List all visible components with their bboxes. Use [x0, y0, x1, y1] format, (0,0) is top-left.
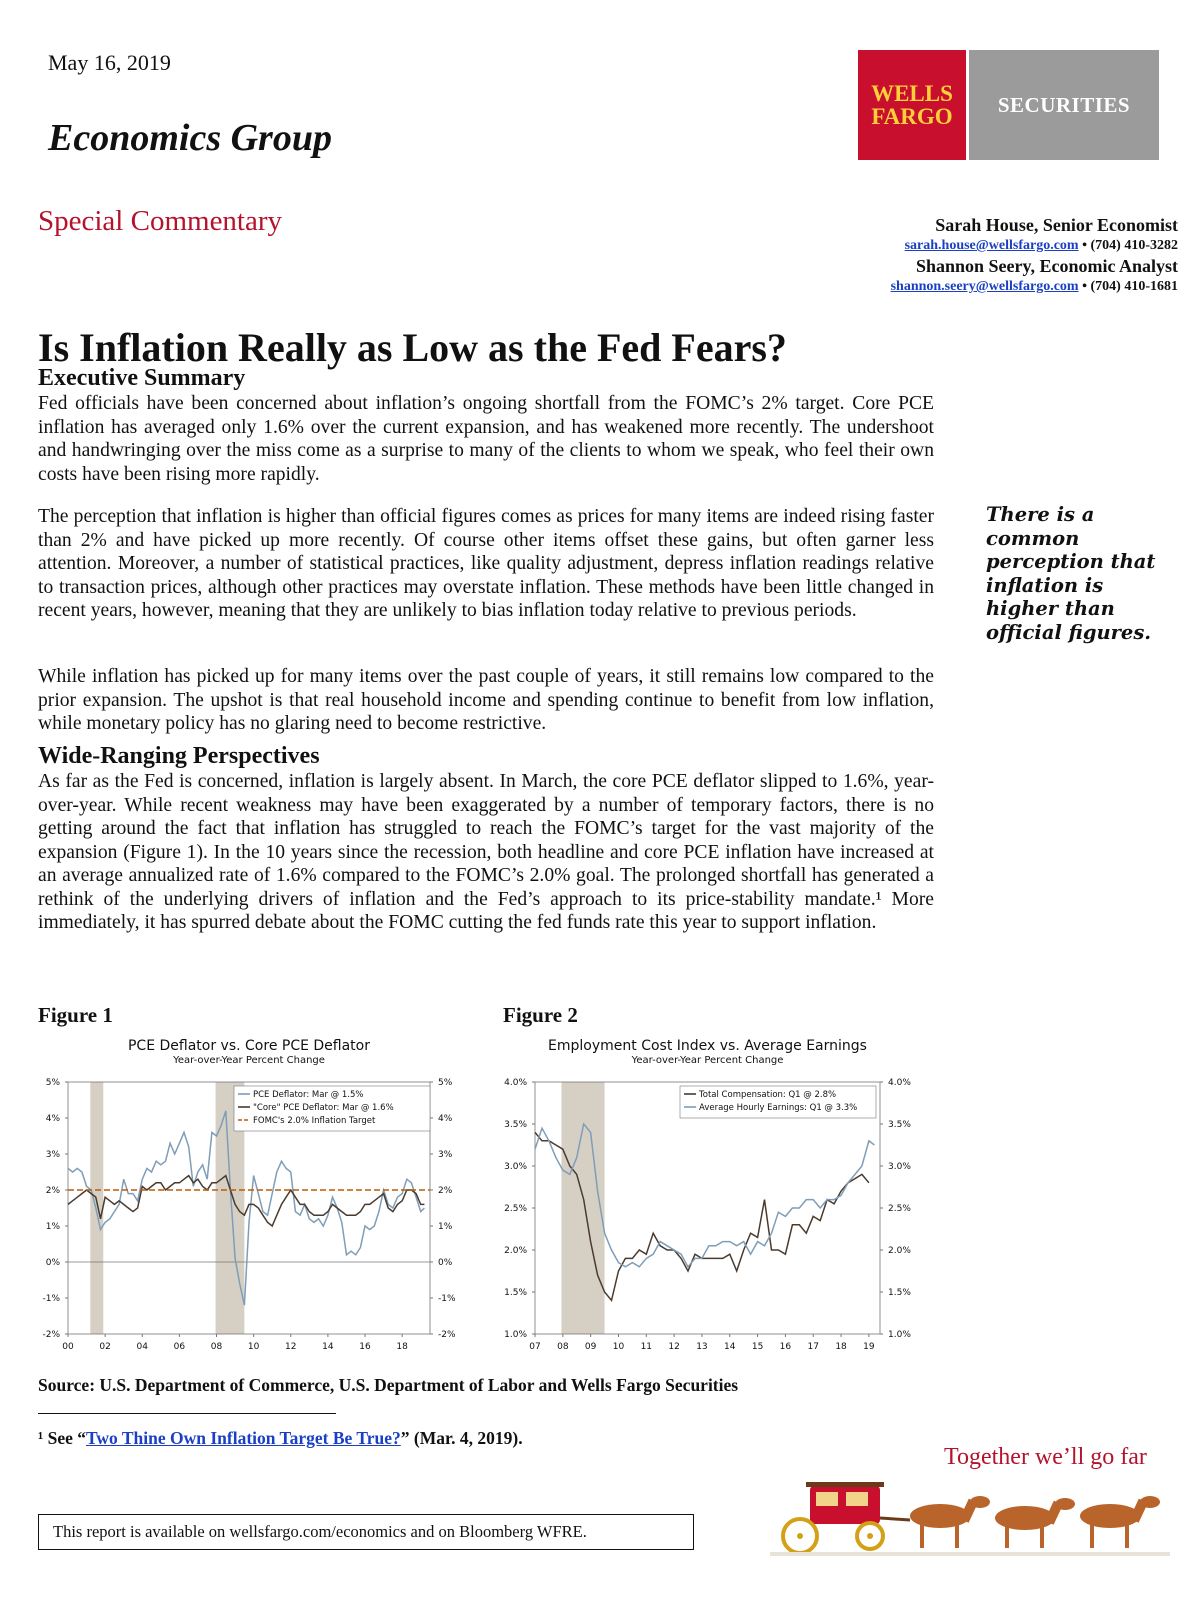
footnote [38, 1428, 523, 1449]
y-tick-label: 0% [45, 1258, 60, 1268]
x-tick-label: 06 [173, 1342, 186, 1352]
legend-label: "Core" PCE Deflator: Mar @ 1.6% [253, 1103, 394, 1113]
x-tick-label: 16 [359, 1342, 371, 1352]
x-tick-label: 18 [396, 1342, 408, 1352]
legend-label: Average Hourly Earnings: Q1 @ 3.3% [699, 1103, 858, 1113]
y-tick-label-right: 4% [438, 1114, 453, 1124]
x-tick-label: 18 [835, 1342, 847, 1352]
section-heading: Wide-Ranging Perspectives [38, 743, 320, 769]
y-tick-label-right: 1.5% [888, 1288, 911, 1298]
y-tick-label-right: 1.0% [888, 1330, 911, 1340]
x-tick-label: 11 [640, 1342, 653, 1352]
y-tick-label: 2.0% [504, 1246, 527, 1256]
x-tick-label: 08 [210, 1342, 223, 1352]
x-tick-label: 12 [285, 1342, 297, 1352]
y-tick-label-right: 2.0% [888, 1246, 911, 1256]
author-email-link[interactable]: shannon.seery@wellsfargo.com [890, 279, 1079, 294]
recession-bar [561, 1082, 604, 1334]
x-tick-label: 10 [247, 1342, 260, 1352]
executive-summary [38, 365, 934, 486]
author-contact: sarah.house@wellsfargo.com • (704) 410-3282 [904, 238, 1178, 253]
author-name: Sarah House, Senior Economist [935, 215, 1178, 235]
figure-1-chart [30, 1030, 475, 1365]
section-heading: Executive Summary [38, 365, 246, 391]
y-tick-label-right: 2% [438, 1186, 453, 1196]
series-line [68, 1111, 424, 1305]
y-tick-label: 5% [45, 1078, 60, 1088]
chart-title: PCE Deflator vs. Core PCE Deflator [127, 1038, 371, 1054]
footnote-divider [38, 1413, 336, 1414]
y-tick-label-right: 5% [438, 1078, 453, 1088]
section-label: Special Commentary [38, 205, 283, 237]
chart-title: Employment Cost Index vs. Average Earnings [548, 1038, 867, 1054]
figure-2-label: Figure 2 [503, 1003, 578, 1027]
report-title: Is Inflation Really as Low as the Fed Fears? [38, 325, 787, 370]
y-tick-label-right: 3% [438, 1150, 453, 1160]
footnote-rest: ” (Mar. 4, 2019). [400, 1428, 523, 1448]
y-tick-label-right: 0% [438, 1258, 453, 1268]
author-block [891, 214, 1178, 296]
paragraph: While inflation has picked up for many items over the past couple of years, it still remains low compared to the prior expansion. The upshot is that real household income and spending continue to benefit from low inflation, while monetary policy has no glaring need to become restrictive. [38, 666, 934, 734]
y-tick-label: 1% [45, 1222, 60, 1232]
x-tick-label: 14 [322, 1342, 334, 1352]
y-tick-label: -2% [42, 1330, 60, 1340]
x-tick-label: 10 [612, 1342, 625, 1352]
x-tick-label: 15 [751, 1342, 764, 1352]
paragraph: As far as the Fed is concerned, inflation is largely absent. In March, the core PCE deflator slipped to 1.6%, year-over-year. While recent weakness may have been exaggerated by a number of temporary factors, there is no getting around the fact that inflation has struggled to reach the FOMC’s target for the vast majority of the expansion (Figure 1). In the 10 years since the recession, both headline and core PCE inflation have increased at an average annualized rate of 1.6% compared to the FOMC’s 2.0% goal. The prolonged shortfall has generated a rethink of the underlying drivers of inflation and the Fed’s approach to its price-stability mandate.¹ More immediately, it has spurred debate about the FOMC cutting the fed funds rate this year to support inflation. [38, 771, 934, 933]
y-tick-label: 3% [45, 1150, 60, 1160]
author-contact: shannon.seery@wellsfargo.com • (704) 410-1681 [890, 279, 1178, 294]
y-tick-label: -1% [42, 1294, 60, 1304]
wells-fargo-logo [858, 50, 966, 160]
legend-label: Total Compensation: Q1 @ 2.8% [699, 1090, 837, 1100]
x-tick-label: 09 [584, 1342, 597, 1352]
wide-ranging-section [38, 743, 934, 935]
x-tick-label: 07 [529, 1342, 541, 1352]
logo-line-1: WELLS [871, 81, 953, 106]
stagecoach-illustration [770, 1478, 1170, 1560]
x-tick-label: 13 [696, 1342, 708, 1352]
y-tick-label-right: 3.5% [888, 1120, 911, 1130]
y-tick-label-right: 1% [438, 1222, 453, 1232]
y-tick-label-right: 3.0% [888, 1162, 911, 1172]
y-tick-label: 4.0% [504, 1078, 527, 1088]
securities-logo: SECURITIES [969, 50, 1159, 160]
x-tick-label: 16 [779, 1342, 792, 1352]
y-tick-label: 3.5% [504, 1120, 527, 1130]
author-phone: (704) 410-1681 [1090, 279, 1178, 294]
group-name: Economics Group [48, 117, 332, 159]
footnote-link[interactable]: Two Thine Own Inflation Target Be True? [86, 1428, 401, 1448]
y-tick-label: 3.0% [504, 1162, 527, 1172]
x-tick-label: 19 [863, 1342, 875, 1352]
figure-1-label: Figure 1 [38, 1003, 113, 1027]
series-line [68, 1176, 424, 1226]
legend-label: PCE Deflator: Mar @ 1.5% [253, 1090, 364, 1100]
report-date: May 16, 2019 [48, 50, 171, 75]
paragraph-block [38, 665, 934, 736]
legend-label: FOMC's 2.0% Inflation Target [253, 1116, 376, 1126]
x-tick-label: 12 [668, 1342, 680, 1352]
y-tick-label-right: 2.5% [888, 1204, 911, 1214]
x-tick-label: 17 [807, 1342, 819, 1352]
tagline: Together we’ll go far [944, 1444, 1147, 1470]
x-tick-label: 04 [136, 1342, 148, 1352]
author-email-link[interactable]: sarah.house@wellsfargo.com [904, 238, 1079, 253]
paragraph-block [38, 505, 934, 623]
footnote-marker: ¹ See “ [38, 1428, 87, 1448]
y-tick-label-right: -2% [438, 1330, 456, 1340]
y-tick-label-right: 4.0% [888, 1078, 911, 1088]
recession-bar [90, 1082, 103, 1334]
author-phone: (704) 410-3282 [1090, 238, 1178, 253]
paragraph: The perception that inflation is higher than official figures comes as prices for many items are indeed rising faster than 2% and have picked up more recently. Of course other items offset these gains, but often garner less attention. Moreover, a number of statistical practices, like quality adjustment, depress inflation readings relative to transaction prices, although other practices may overstate inflation. These methods have been little changed in recent years, however, meaning that they are unlikely to bias inflation today relative to previous periods. [38, 506, 934, 621]
paragraph: Fed officials have been concerned about inflation’s ongoing shortfall from the FOMC’s 2% target. Core PCE inflation has averaged only 1.6% over the current expansion, and has weakened more recently. The undershoot and handwringing over the miss come as a surprise to many of the clients to whom we speak, who feel their own costs have been rising more rapidly. [38, 393, 934, 485]
y-tick-label: 1.0% [504, 1330, 527, 1340]
x-tick-label: 14 [724, 1342, 736, 1352]
logo-line-2: FARGO [871, 104, 953, 129]
x-tick-label: 02 [99, 1342, 111, 1352]
chart-source: Source: U.S. Department of Commerce, U.S. Department of Labor and Wells Fargo Securities [38, 1375, 739, 1395]
y-tick-label: 4% [45, 1114, 60, 1124]
y-tick-label: 1.5% [504, 1288, 527, 1298]
x-tick-label: 08 [557, 1342, 569, 1352]
chart-subtitle: Year-over-Year Percent Change [631, 1055, 784, 1066]
figure-2-chart [495, 1030, 935, 1365]
y-tick-label: 2.5% [504, 1204, 527, 1214]
author-name: Shannon Seery, Economic Analyst [915, 256, 1178, 276]
availability-notice: This report is available on wellsfargo.com/economics and on Bloomberg WFRE. [38, 1514, 694, 1550]
y-tick-label-right: -1% [438, 1294, 456, 1304]
pull-quote: There is a common perception that inflation is higher than official figures. [986, 503, 1156, 644]
y-tick-label: 2% [45, 1186, 60, 1196]
x-tick-label: 00 [62, 1342, 74, 1352]
chart-subtitle: Year-over-Year Percent Change [173, 1055, 325, 1066]
